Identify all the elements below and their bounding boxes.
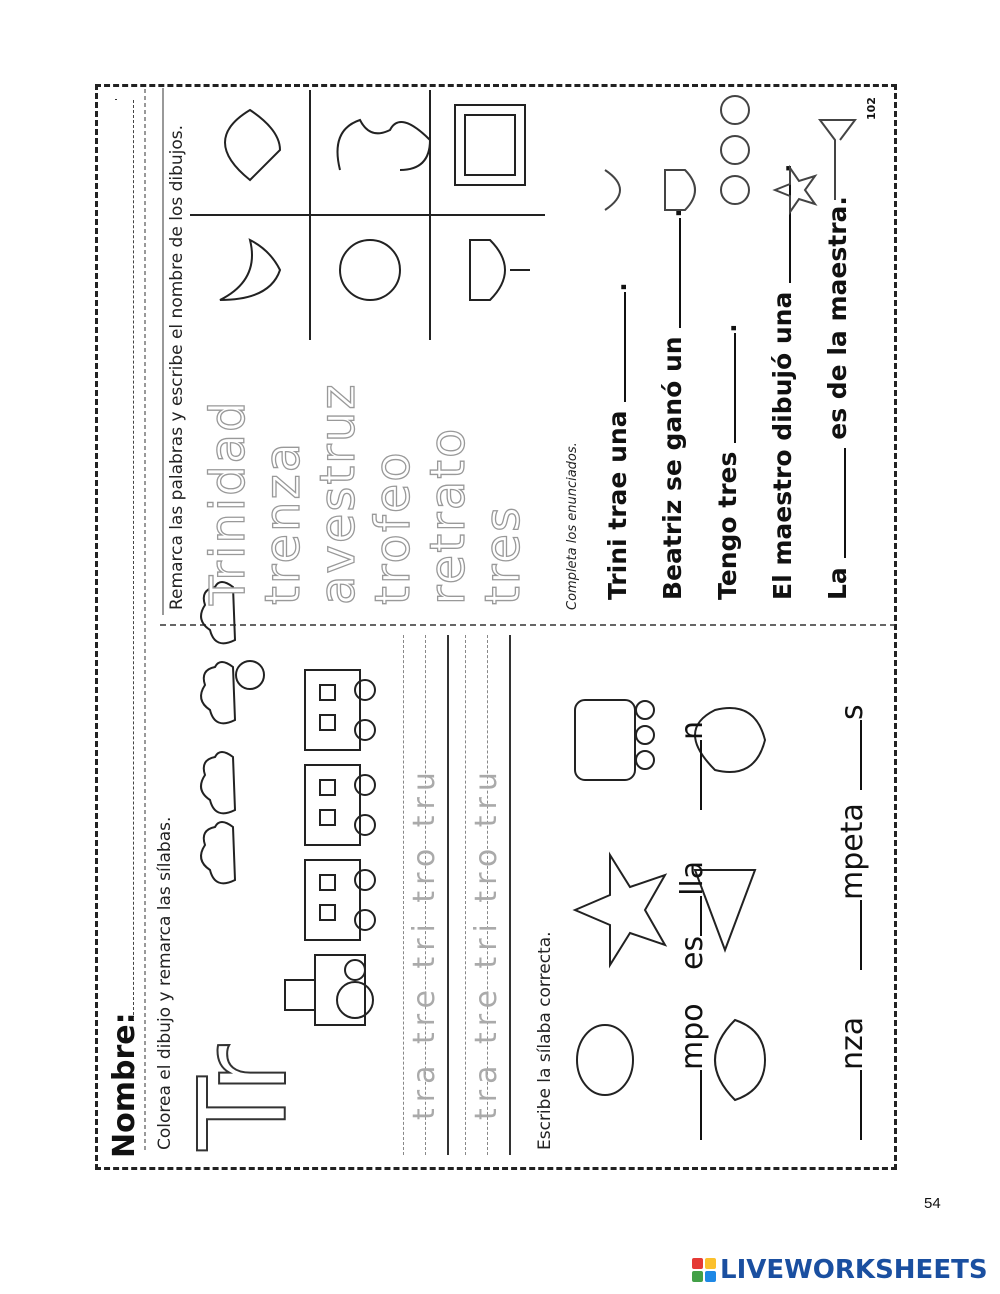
train-drawing: [195, 640, 375, 1030]
syllable-pictures: [565, 640, 865, 1140]
instruction-color: Colorea el dibujo y remarca las sílabas.: [155, 816, 175, 1150]
sentence-1[interactable]: Trini trae una .: [600, 282, 632, 600]
word-pictures: [190, 90, 550, 340]
syllable-3[interactable]: n: [675, 721, 710, 810]
trace-row-2: tra tre tri tro tru: [469, 766, 504, 1120]
sentence-5[interactable]: La es de la maestra.: [820, 196, 852, 600]
syllable-1[interactable]: mpo: [675, 1003, 710, 1140]
word-2: trenza: [255, 440, 311, 605]
sentence-2[interactable]: Beatriz se ganó un .: [655, 208, 687, 600]
logo-squares-icon: [692, 1258, 716, 1282]
word-3: avestruz: [310, 382, 366, 605]
trace-row-1: tra tre tri tro tru: [407, 766, 442, 1120]
instruction-syllable: Escribe la sílaba correcta.: [535, 931, 555, 1150]
sentence-4[interactable]: El maestro dibujó una .: [765, 163, 797, 600]
word-4: trofeo: [365, 450, 421, 605]
word-6: tres: [475, 504, 531, 605]
page-number: 54: [924, 1195, 941, 1212]
syllable-5[interactable]: mpeta: [835, 803, 870, 970]
sentence-pictures: [585, 90, 875, 230]
liveworksheets-logo: [692, 1255, 988, 1285]
worksheet-page: [95, 97, 895, 1170]
syllable-2[interactable]: eslla: [675, 860, 710, 970]
instruction-complete: Completa los enunciados.: [565, 442, 580, 610]
instruction-words: Remarca las palabras y escribe el nombre de los dibujos.: [167, 124, 187, 610]
word-5: retrato: [420, 426, 476, 605]
syllable-4[interactable]: nza: [835, 1017, 870, 1140]
big-letters-tr: Tr: [175, 1045, 314, 1150]
logo-text: LIVEWORKSHEETS: [720, 1255, 988, 1285]
syllable-6[interactable]: s: [835, 704, 870, 790]
corner-number: 102: [865, 97, 878, 120]
sentence-3[interactable]: Tengo tres .: [710, 323, 742, 600]
name-label: Nombre:: [107, 1012, 142, 1158]
word-1: Trinidad: [200, 399, 256, 605]
